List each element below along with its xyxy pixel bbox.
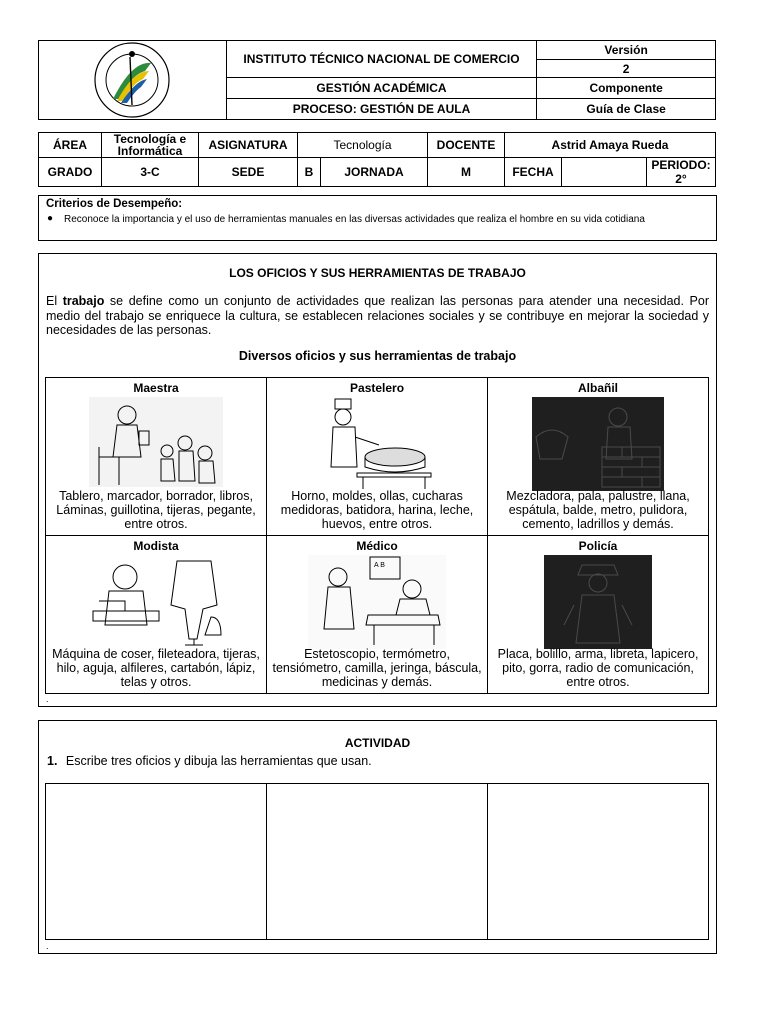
trade-name: Albañil bbox=[578, 381, 619, 395]
institution-name: INSTITUTO TÉCNICO NACIONAL DE COMERCIO bbox=[226, 41, 536, 78]
baker-illustration-icon bbox=[321, 397, 433, 489]
asignatura-label: ASIGNATURA bbox=[199, 133, 298, 158]
lesson-paragraph bbox=[46, 294, 709, 338]
sede-label: SEDE bbox=[199, 158, 298, 187]
sede-value: B bbox=[298, 158, 321, 187]
police-illustration-icon bbox=[544, 555, 652, 649]
trade-cell-pastelero bbox=[267, 378, 488, 536]
trade-name: Pastelero bbox=[350, 381, 405, 395]
docente-label: DOCENTE bbox=[428, 133, 505, 158]
jornada-label: JORNADA bbox=[321, 158, 428, 187]
fecha-value[interactable] bbox=[562, 158, 647, 187]
process-label: PROCESO: GESTIÓN DE AULA bbox=[226, 99, 536, 120]
trade-tools: Placa, bolillo, arma, libreta, lapicero, pito, gorra, radio de comunicación, entre otros. bbox=[497, 647, 699, 689]
seamstress-illustration-icon bbox=[85, 555, 227, 647]
svg-text:A B: A B bbox=[374, 562, 385, 569]
version-label: Versión bbox=[537, 41, 716, 60]
trade-cell-modista bbox=[46, 536, 267, 694]
trade-cell-medico bbox=[267, 536, 488, 694]
trades-grid bbox=[45, 377, 709, 694]
activity-title: ACTIVIDAD bbox=[344, 736, 411, 750]
teacher-illustration-icon bbox=[89, 397, 223, 487]
para-prefix: El bbox=[46, 294, 63, 308]
lesson-box bbox=[38, 253, 717, 707]
bricklayer-illustration-icon bbox=[532, 397, 664, 491]
periodo-label: PERIODO: 2° bbox=[647, 158, 716, 187]
activity-box bbox=[38, 720, 717, 954]
logo-cell bbox=[39, 41, 227, 120]
activity-grid bbox=[45, 783, 709, 940]
activity-instruction: Escribe tres oficios y dibuja las herramientas que usan. bbox=[65, 754, 372, 768]
activity-number: 1. bbox=[47, 754, 58, 768]
trade-name: Modista bbox=[133, 539, 179, 553]
trade-cell-policia bbox=[488, 536, 709, 694]
component-label: Componente bbox=[537, 78, 716, 99]
school-logo-icon bbox=[93, 41, 171, 119]
component-value: Guía de Clase bbox=[537, 99, 716, 120]
trade-cell-maestra bbox=[46, 378, 267, 536]
criteria-box bbox=[38, 195, 717, 241]
info-table bbox=[38, 132, 716, 187]
doctor-illustration-icon bbox=[308, 555, 446, 649]
para-bold-word: trabajo bbox=[62, 294, 105, 308]
trade-cell-albanil bbox=[488, 378, 709, 536]
activity-answer-cell-1[interactable] bbox=[46, 784, 267, 940]
activity-instruction-line bbox=[47, 754, 372, 768]
criteria-title: Criterios de Desempeño: bbox=[46, 198, 183, 210]
activity-answer-cell-2[interactable] bbox=[267, 784, 488, 940]
activity-dot: . bbox=[46, 941, 49, 951]
area-value: Tecnología e Informática bbox=[102, 133, 199, 158]
fecha-label: FECHA bbox=[505, 158, 562, 187]
trade-name: Médico bbox=[356, 539, 398, 553]
asignatura-value: Tecnología bbox=[298, 133, 428, 158]
docente-value: Astrid Amaya Rueda bbox=[505, 133, 716, 158]
trade-tools: Mezcladora, pala, palustre, llana, espátula, balde, metro, pulidora, cemento, ladrillos y demás. bbox=[506, 489, 690, 531]
grado-value: 3-C bbox=[102, 158, 199, 187]
trade-name: Policía bbox=[578, 539, 618, 553]
management-label: GESTIÓN ACADÉMICA bbox=[226, 78, 536, 99]
lesson-dot: . bbox=[46, 694, 49, 704]
trade-tools: Estetoscopio, termómetro, tensiómetro, camilla, jeringa, báscula, medicinas y demás. bbox=[272, 647, 482, 689]
activity-answer-cell-3[interactable] bbox=[488, 784, 709, 940]
trade-tools: Horno, moldes, ollas, cucharas medidoras, batidora, harina, leche, huevos, entre otros. bbox=[280, 489, 474, 531]
lesson-subtitle: Diversos oficios y sus herramientas de trabajo bbox=[238, 349, 517, 363]
trade-name: Maestra bbox=[133, 381, 179, 395]
header-table bbox=[38, 40, 716, 120]
trade-tools: Tablero, marcador, borrador, libros, Láminas, guillotina, tijeras, pegante, entre otros. bbox=[56, 489, 256, 531]
area-label: ÁREA bbox=[39, 133, 102, 158]
bullet-icon: ● bbox=[47, 213, 54, 224]
lesson-title: LOS OFICIOS Y SUS HERRAMIENTAS DE TRABAJO bbox=[229, 266, 526, 280]
version-value: 2 bbox=[537, 59, 716, 78]
jornada-value: M bbox=[428, 158, 505, 187]
criteria-item: Reconoce la importancia y el uso de herramientas manuales en las diversas actividades que realiza el hombre en su vida cotidiana bbox=[64, 214, 645, 225]
trade-tools: Máquina de coser, fileteadora, tijeras, hilo, aguja, alfileres, cartabón, lápiz, telas y otros. bbox=[52, 647, 260, 689]
para-rest: se define como un conjunto de actividades que realizan las personas para atender una necesidad. Por medio del trabajo se enriquece la cultura, se establecen relaciones sociales y se contribuye en mejorar la sociedad y necesidades de las personas. bbox=[46, 294, 709, 337]
grado-label: GRADO bbox=[39, 158, 102, 187]
